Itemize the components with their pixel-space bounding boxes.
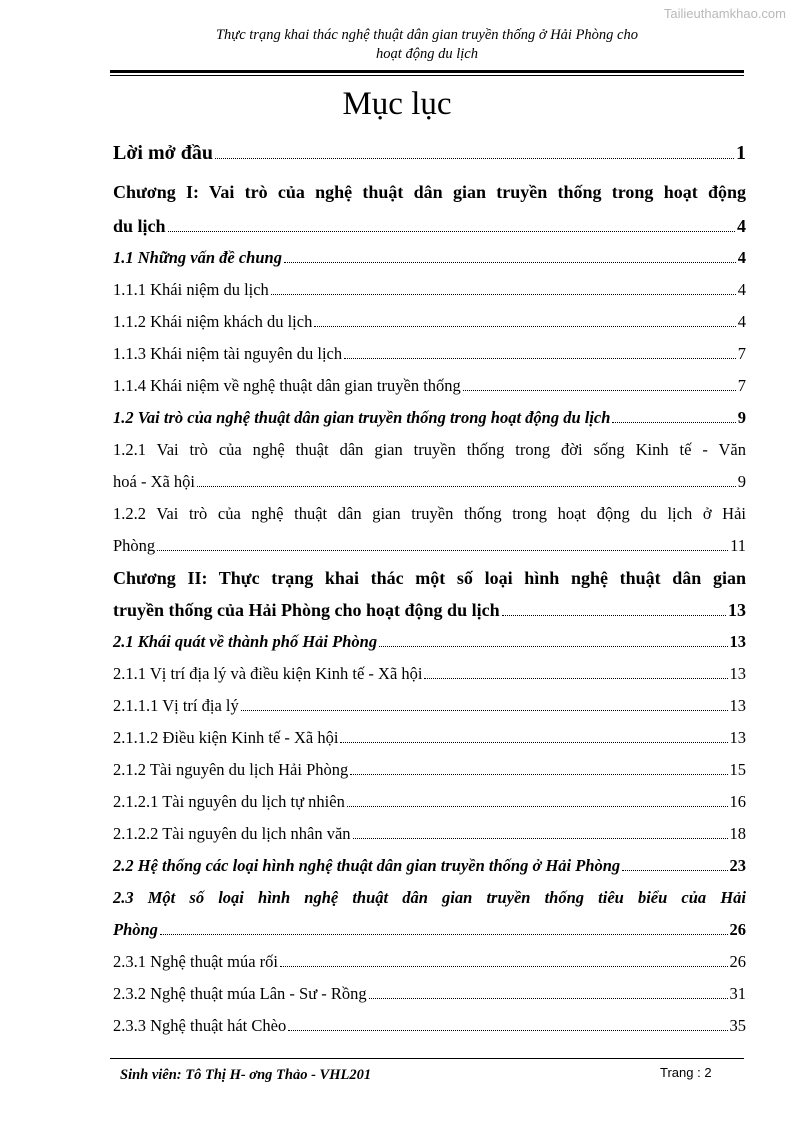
toc-entry[interactable] (113, 274, 746, 306)
toc-entry-title-line-1: Chương II: Thực trạng khai thác một số loại hình nghệ thuật dân gian (113, 568, 746, 588)
toc-leader (347, 806, 728, 807)
toc-entry-title-line-1: Chương I: Vai trò của nghệ thuật dân gian truyền thống trong hoạt động (113, 182, 746, 202)
toc-leader (168, 231, 735, 232)
toc-entry-title: 2.3.3 Nghệ thuật hát Chèo (113, 1016, 287, 1035)
toc-page-number: 13 (729, 728, 746, 747)
toc-page-number: 1 (736, 142, 746, 164)
toc-entry[interactable] (113, 498, 746, 562)
toc-entry-title: 2.1 Khái quát về thành phố Hải Phòng (113, 632, 378, 651)
toc-page-number: 7 (737, 344, 746, 363)
toc-entry[interactable] (113, 306, 746, 338)
toc-entry[interactable] (113, 722, 746, 754)
toc-leader (160, 934, 728, 935)
toc-entry-title: Lời mở đầu (113, 142, 213, 164)
toc-leader (288, 1030, 727, 1031)
toc-page-number: 11 (730, 536, 746, 555)
toc-page-number: 13 (728, 600, 746, 620)
toc-page-number: 9 (737, 472, 746, 491)
toc-entry-title: 2.3.2 Nghệ thuật múa Lân - Sư - Rồng (113, 984, 367, 1003)
toc-entry-title: 2.1.1 Vị trí địa lý và điều kiện Kinh tế - Xã hội (113, 664, 423, 683)
toc-leader (215, 158, 734, 159)
footer-rule (110, 1058, 744, 1059)
footer-student: Sinh viên: Tô Thị H- ơng Thảo - VHL201 (120, 1067, 372, 1083)
toc-leader (463, 390, 736, 391)
toc-leader (622, 870, 727, 871)
header-rule-thin (110, 75, 744, 76)
toc-leader (350, 774, 727, 775)
toc-entry[interactable] (113, 370, 746, 402)
toc-entry-title: 1.1.1 Khái niệm du lịch (113, 280, 269, 299)
toc-page-number: 18 (729, 824, 746, 843)
toc-page-number: 16 (729, 792, 746, 811)
footer-page-label: Trang : 2 (660, 1065, 712, 1080)
toc-entry-title: 2.1.2.2 Tài nguyên du lịch nhân văn (113, 824, 351, 843)
toc-entry[interactable] (113, 754, 746, 786)
watermark: Tailieuthamkhao.com (663, 6, 786, 21)
toc-page-number: 26 (729, 952, 746, 971)
toc-leader (353, 838, 728, 839)
toc-entry-title: 1.1.2 Khái niệm khách du lịch (113, 312, 313, 331)
toc-page-number: 26 (729, 920, 746, 939)
toc-entry-title-line-2: hoá - Xã hội (113, 472, 196, 491)
toc-entry[interactable] (113, 402, 746, 434)
running-header (110, 26, 744, 64)
toc-page-number: 4 (737, 280, 746, 299)
toc-entry[interactable] (113, 562, 746, 626)
toc-leader (284, 262, 736, 263)
toc-entry[interactable] (113, 658, 746, 690)
toc-leader (197, 486, 736, 487)
toc-leader (271, 294, 736, 295)
toc-entry[interactable] (113, 690, 746, 722)
toc-page-number: 15 (729, 760, 746, 779)
toc-entry[interactable] (113, 138, 746, 178)
toc-leader (344, 358, 736, 359)
toc-entry-title: 2.1.2 Tài nguyên du lịch Hải Phòng (113, 760, 349, 779)
toc-page-number: 4 (737, 216, 746, 236)
toc-page-number: 31 (729, 984, 746, 1003)
toc-page-number: 13 (729, 696, 746, 715)
toc-page-number: 23 (729, 856, 746, 875)
header-line-1: Thực trạng khai thác nghệ thuật dân gian truyền thống ở Hải Phòng cho (215, 27, 638, 43)
toc-entry-title: 1.1.3 Khái niệm tài nguyên du lịch (113, 344, 343, 363)
toc-entry[interactable] (113, 1010, 746, 1042)
toc-entry[interactable] (113, 242, 746, 274)
toc-entry-title: 1.1.4 Khái niệm về nghệ thuật dân gian truyền thống (113, 376, 461, 395)
toc-leader (612, 422, 735, 423)
toc-leader (241, 710, 728, 711)
toc-leader (314, 326, 735, 327)
toc-entry-title: 1.2 Vai trò của nghệ thuật dân gian truyền thống trong hoạt động du lịch (113, 408, 611, 427)
toc-entry-title: 1.1 Những vấn đề chung (113, 248, 282, 267)
toc-entry-title-line-1: 1.2.1 Vai trò của nghệ thuật dân gian truyền thống trong đời sống Kinh tế - Văn (113, 440, 746, 459)
toc-entry[interactable] (113, 978, 746, 1010)
toc-entry[interactable] (113, 178, 746, 242)
toc-entry[interactable] (113, 434, 746, 498)
toc-entry-title: 2.1.1.1 Vị trí địa lý (113, 696, 239, 715)
toc-entry[interactable] (113, 850, 746, 882)
toc-page-number: 35 (729, 1016, 746, 1035)
toc-entry[interactable] (113, 786, 746, 818)
toc-entry-title-line-1: 1.2.2 Vai trò của nghệ thuật dân gian truyền thống trong hoạt động du lịch ở Hải (113, 504, 746, 523)
toc-entry-title: 2.1.1.2 Điều kiện Kinh tế - Xã hội (113, 728, 339, 747)
toc-leader (379, 646, 727, 647)
toc-page-number: 13 (729, 664, 746, 683)
toc-page-number: 9 (737, 408, 746, 427)
toc-entry-title-line-2: du lịch (113, 216, 166, 236)
toc-entry[interactable] (113, 882, 746, 946)
header-line-2: hoạt động du lịch (376, 46, 478, 62)
toc-entry[interactable] (113, 338, 746, 370)
toc-entry-title: 2.2 Hệ thống các loại hình nghệ thuật dân gian truyền thống ở Hải Phòng (113, 856, 621, 875)
toc-entry-title-line-2: truyền thống của Hải Phòng cho hoạt động du lịch (113, 600, 500, 620)
page-title: Mục lục (342, 86, 452, 122)
toc-page-number: 13 (729, 632, 746, 651)
toc-page-number: 7 (737, 376, 746, 395)
toc-entry[interactable] (113, 626, 746, 658)
toc-entry-title-line-2: Phòng (113, 920, 158, 939)
toc-leader (369, 998, 728, 999)
table-of-contents (113, 138, 746, 1042)
toc-entry-title-line-1: 2.3 Một số loại hình nghệ thuật dân gian truyền thống tiêu biểu của Hải (113, 888, 746, 907)
toc-leader (502, 615, 726, 616)
toc-page-number: 4 (737, 312, 746, 331)
header-rule-thick (110, 70, 744, 73)
toc-entry[interactable] (113, 946, 746, 978)
toc-leader (157, 550, 728, 551)
toc-entry[interactable] (113, 818, 746, 850)
toc-entry-title-line-2: Phòng (113, 536, 156, 555)
toc-leader (340, 742, 727, 743)
toc-leader (424, 678, 727, 679)
toc-entry-title: 2.3.1 Nghệ thuật múa rối (113, 952, 278, 971)
toc-entry-title: 2.1.2.1 Tài nguyên du lịch tự nhiên (113, 792, 345, 811)
toc-leader (280, 966, 728, 967)
toc-page-number: 4 (737, 248, 746, 267)
